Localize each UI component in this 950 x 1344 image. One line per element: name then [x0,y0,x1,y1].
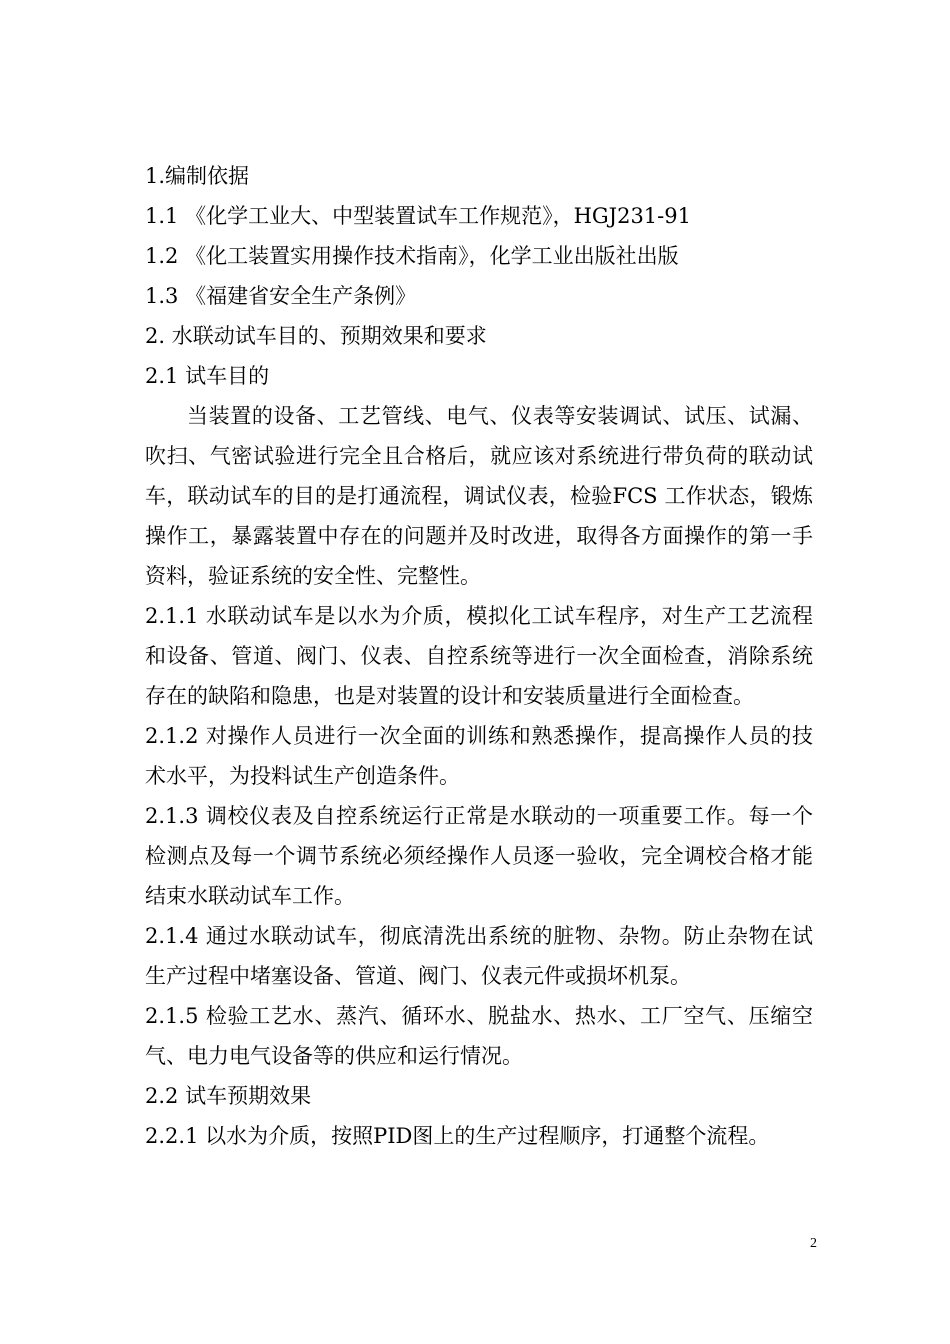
section-heading-1: 1.编制依据 [145,164,250,188]
reference-item-1-1: 1.1 《化学工业大、中型装置试车工作规范》，HGJ231-91 [145,204,691,228]
paragraph-2-1-2: 2.1.2 对操作人员进行一次全面的训练和熟悉操作，提高操作人员的技术水平，为投料试生产创造条件。 [145,724,813,788]
reference-item-1-3: 1.3 《福建省安全生产条例》 [145,284,417,308]
paragraph-2-1-1: 2.1.1 水联动试车是以水为介质，模拟化工试车程序，对生产工艺流程和设备、管道、阀门、仪表、自控系统等进行一次全面检查，消除系统存在的缺陷和隐患，也是对装置的设计和安装质量进行全面检查。 [145,604,813,708]
paragraph-2-2-1: 2.2.1 以水为介质，按照PID图上的生产过程顺序，打通整个流程。 [145,1124,770,1148]
section-heading-2: 2. 水联动试车目的、预期效果和要求 [145,324,487,348]
document-body [145,156,813,1156]
paragraph-purpose: 当装置的设备、工艺管线、电气、仪表等安装调试、试压、试漏、吹扫、气密试验进行完全且合格后，就应该对系统进行带负荷的联动试车，联动试车的目的是打通流程，调试仪表，检验FCS 工作状态，锻炼操作工，暴露装置中存在的问题并及时改进，取得各方面操作的第一手资料，验证系统的安全性、完整性。 [145,404,813,588]
page-number: 2 [810,1236,817,1251]
reference-item-1-2: 1.2 《化工装置实用操作技术指南》，化学工业出版社出版 [145,244,679,268]
paragraph-2-1-5: 2.1.5 检验工艺水、蒸汽、循环水、脱盐水、热水、工厂空气、压缩空气、电力电气设备等的供应和运行情况。 [145,1004,813,1068]
paragraph-2-1-3: 2.1.3 调校仪表及自控系统运行正常是水联动的一项重要工作。每一个检测点及每一个调节系统必须经操作人员逐一验收，完全调校合格才能结束水联动试车工作。 [145,804,813,908]
subsection-heading-2-1: 2.1 试车目的 [145,364,270,388]
subsection-heading-2-2: 2.2 试车预期效果 [145,1084,312,1108]
paragraph-2-1-4: 2.1.4 通过水联动试车，彻底清洗出系统的脏物、杂物。防止杂物在试生产过程中堵塞设备、管道、阀门、仪表元件或损坏机泵。 [145,924,813,988]
